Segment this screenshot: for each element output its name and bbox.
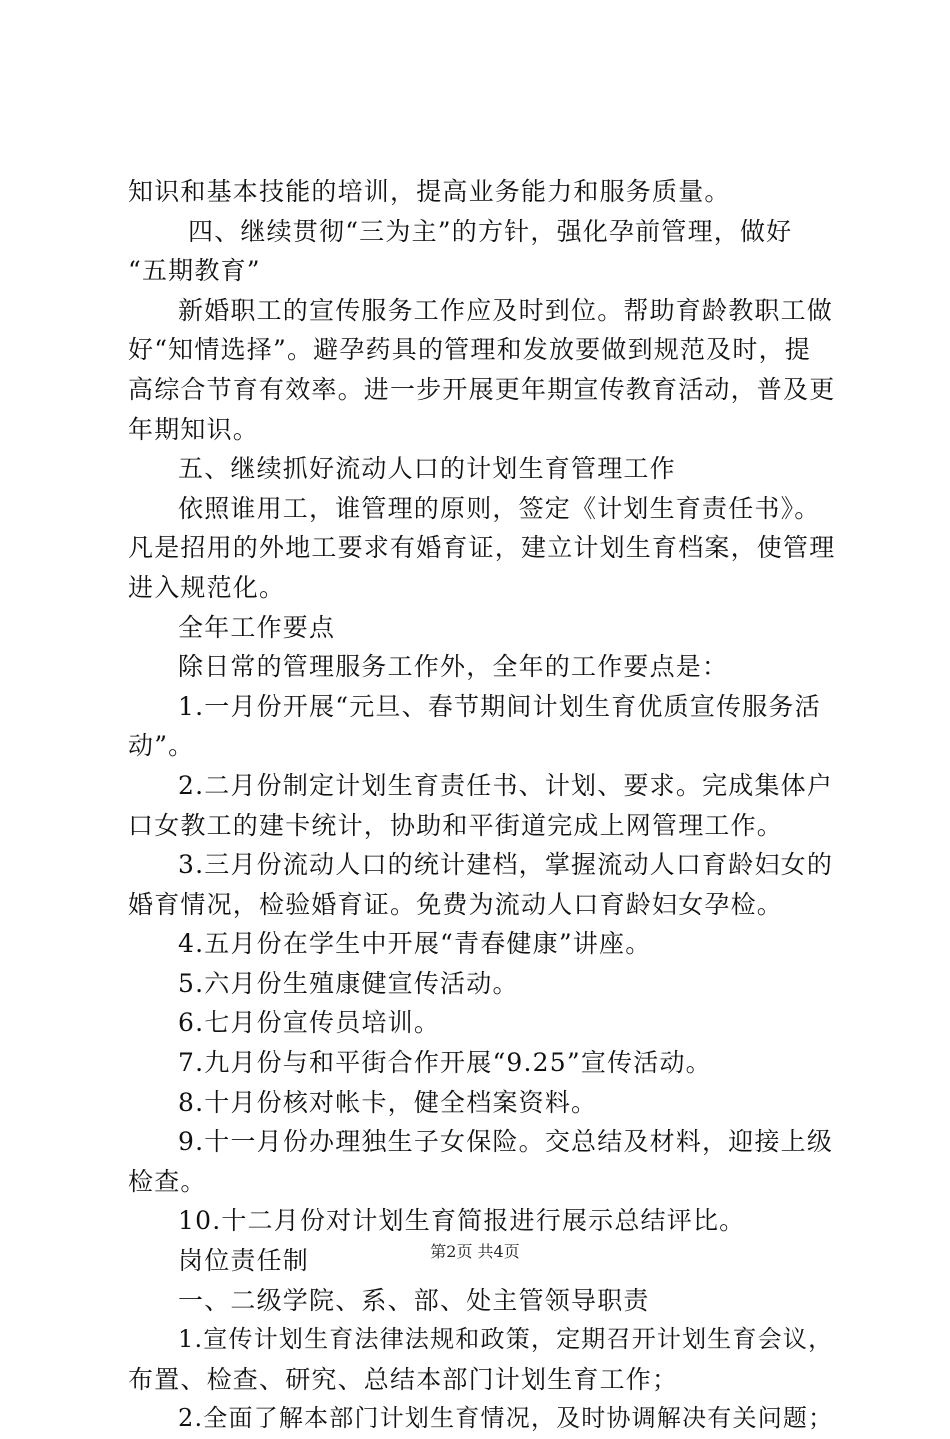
document-line: 2.二月份制定计划生育责任书、计划、要求。完成集体户 [178,770,834,800]
document-line: 依照谁用工，谁管理的原则，签定《计划生育责任书》。 [178,493,821,523]
document-line: 1.宣传计划生育法律法规和政策，定期召开计划生育会议， [178,1325,834,1354]
document-line: 婚育情况，检验婚育证。免费为流动人口育龄妇女孕检。 [128,889,784,919]
document-line: 9.十一月份办理独生子女保险。交总结及材料，迎接上级 [178,1127,834,1157]
document-line: 6.七月份宣传员培训。 [178,1008,441,1038]
document-line: 1.一月份开展“元旦、春节期间计划生育优质宣传服务活 [178,691,821,721]
document-line: 知识和基本技能的培训，提高业务能力和服务质量。 [128,177,731,206]
document-line: 高综合节育有效率。进一步开展更年期宣传教育活动，普及更 [128,374,836,404]
document-line: 岗位责任制 [178,1246,310,1276]
document-line: 一、二级学院、系、部、处主管领导职责 [178,1285,650,1315]
document-line: 进入规范化。 [128,572,286,602]
document-line: 凡是招用的外地工要求有婚育证，建立计划生育档案，使管理 [128,533,836,563]
document-line: “五期教育” [128,256,261,286]
document-line: 好“知情选择”。避孕药具的管理和发放要做到规范及时，提 [128,335,811,365]
document-line: 除日常的管理服务工作外，全年的工作要点是： [178,652,729,682]
document-line: 动”。 [128,731,195,761]
document-line: 10.十二月份对计划生育简报进行展示总结评比。 [178,1206,746,1236]
document-line: 5.六月份生殖康健宣传活动。 [178,968,519,998]
document-line: 新婚职工的宣传服务工作应及时到位。帮助育龄教职工做 [178,295,834,325]
document-line: 年期知识。 [128,414,260,444]
document-line: 全年工作要点 [178,612,336,642]
document-line: 布置、检查、研究、总结本部门计划生育工作； [128,1364,679,1394]
page-footer: 第2页 共4页 [430,1242,520,1261]
document-line: 4.五月份在学生中开展“青春健康”讲座。 [178,929,652,959]
document-line: 五、继续抓好流动人口的计划生育管理工作 [178,454,676,484]
document-line: 口女教工的建卡统计，协助和平街道完成上网管理工作。 [128,810,784,840]
document-line: 8.十月份核对帐卡，健全档案资料。 [178,1087,598,1117]
document-line: 检查。 [128,1166,207,1196]
document-line: 四、继续贯彻“三为主”的方针，强化孕前管理，做好 [188,216,793,246]
document-line: 2.全面了解本部门计划生育情况，及时协调解决有关问题； [178,1404,834,1433]
document-line: 7.九月份与和平街合作开展“9.25”宣传活动。 [178,1048,712,1078]
document-line: 3.三月份流动人口的统计建档，掌握流动人口育龄妇女的 [178,850,834,880]
